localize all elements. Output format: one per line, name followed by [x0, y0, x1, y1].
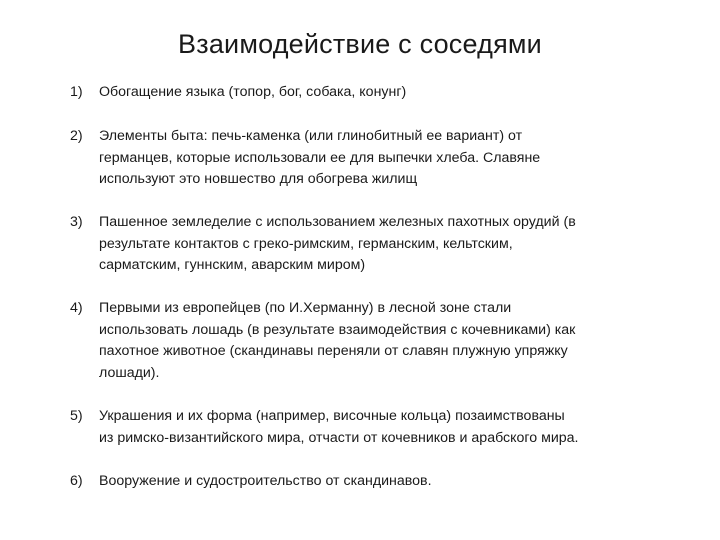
slide-title: Взаимодействие с соседями: [178, 29, 542, 59]
list-item: [70, 212, 690, 277]
list-item-text: Вооружение и судостроительство от скандинавов.: [99, 473, 432, 489]
list-item-text: Первыми из европейцев (по И.Херманну) в лесной зоне стали использовать лошадь (в результате взаимодействия с кочевниками) как пахотное животное (скандинавы переняли от славян плужную упряжку лошади).: [99, 300, 576, 381]
list-item-number: 1): [70, 84, 83, 100]
list-item: [70, 298, 690, 384]
list-item-text: Украшения и их форма (например, височные кольца) позаимствованы из римско-византийского мира, отчасти от кочевников и арабского мира.: [99, 408, 579, 446]
list-item: [70, 126, 690, 191]
list-item-text: Элементы быта: печь-каменка (или глинобитный ее вариант) от германцев, которые использовали ее для выпечки хлеба. Славяне используют это новшество для обогрева жилищ: [99, 128, 541, 187]
list-item-number: 4): [70, 300, 83, 316]
list-item-number: 3): [70, 214, 83, 230]
list-item-number: 5): [70, 408, 83, 424]
list-item-text: Пашенное земледелие с использованием железных пахотных орудий (в результате контактов с греко-римским, германским, кельтским, сарматским, гуннским, аварским миром): [99, 214, 576, 273]
list-item: [70, 82, 690, 104]
list-item-number: 6): [70, 473, 83, 489]
list-item-text: Обогащение языка (топор, бог, собака, конунг): [99, 84, 407, 100]
list-item-number: 2): [70, 128, 83, 144]
list-item: [70, 471, 690, 493]
list-item: [70, 406, 690, 449]
